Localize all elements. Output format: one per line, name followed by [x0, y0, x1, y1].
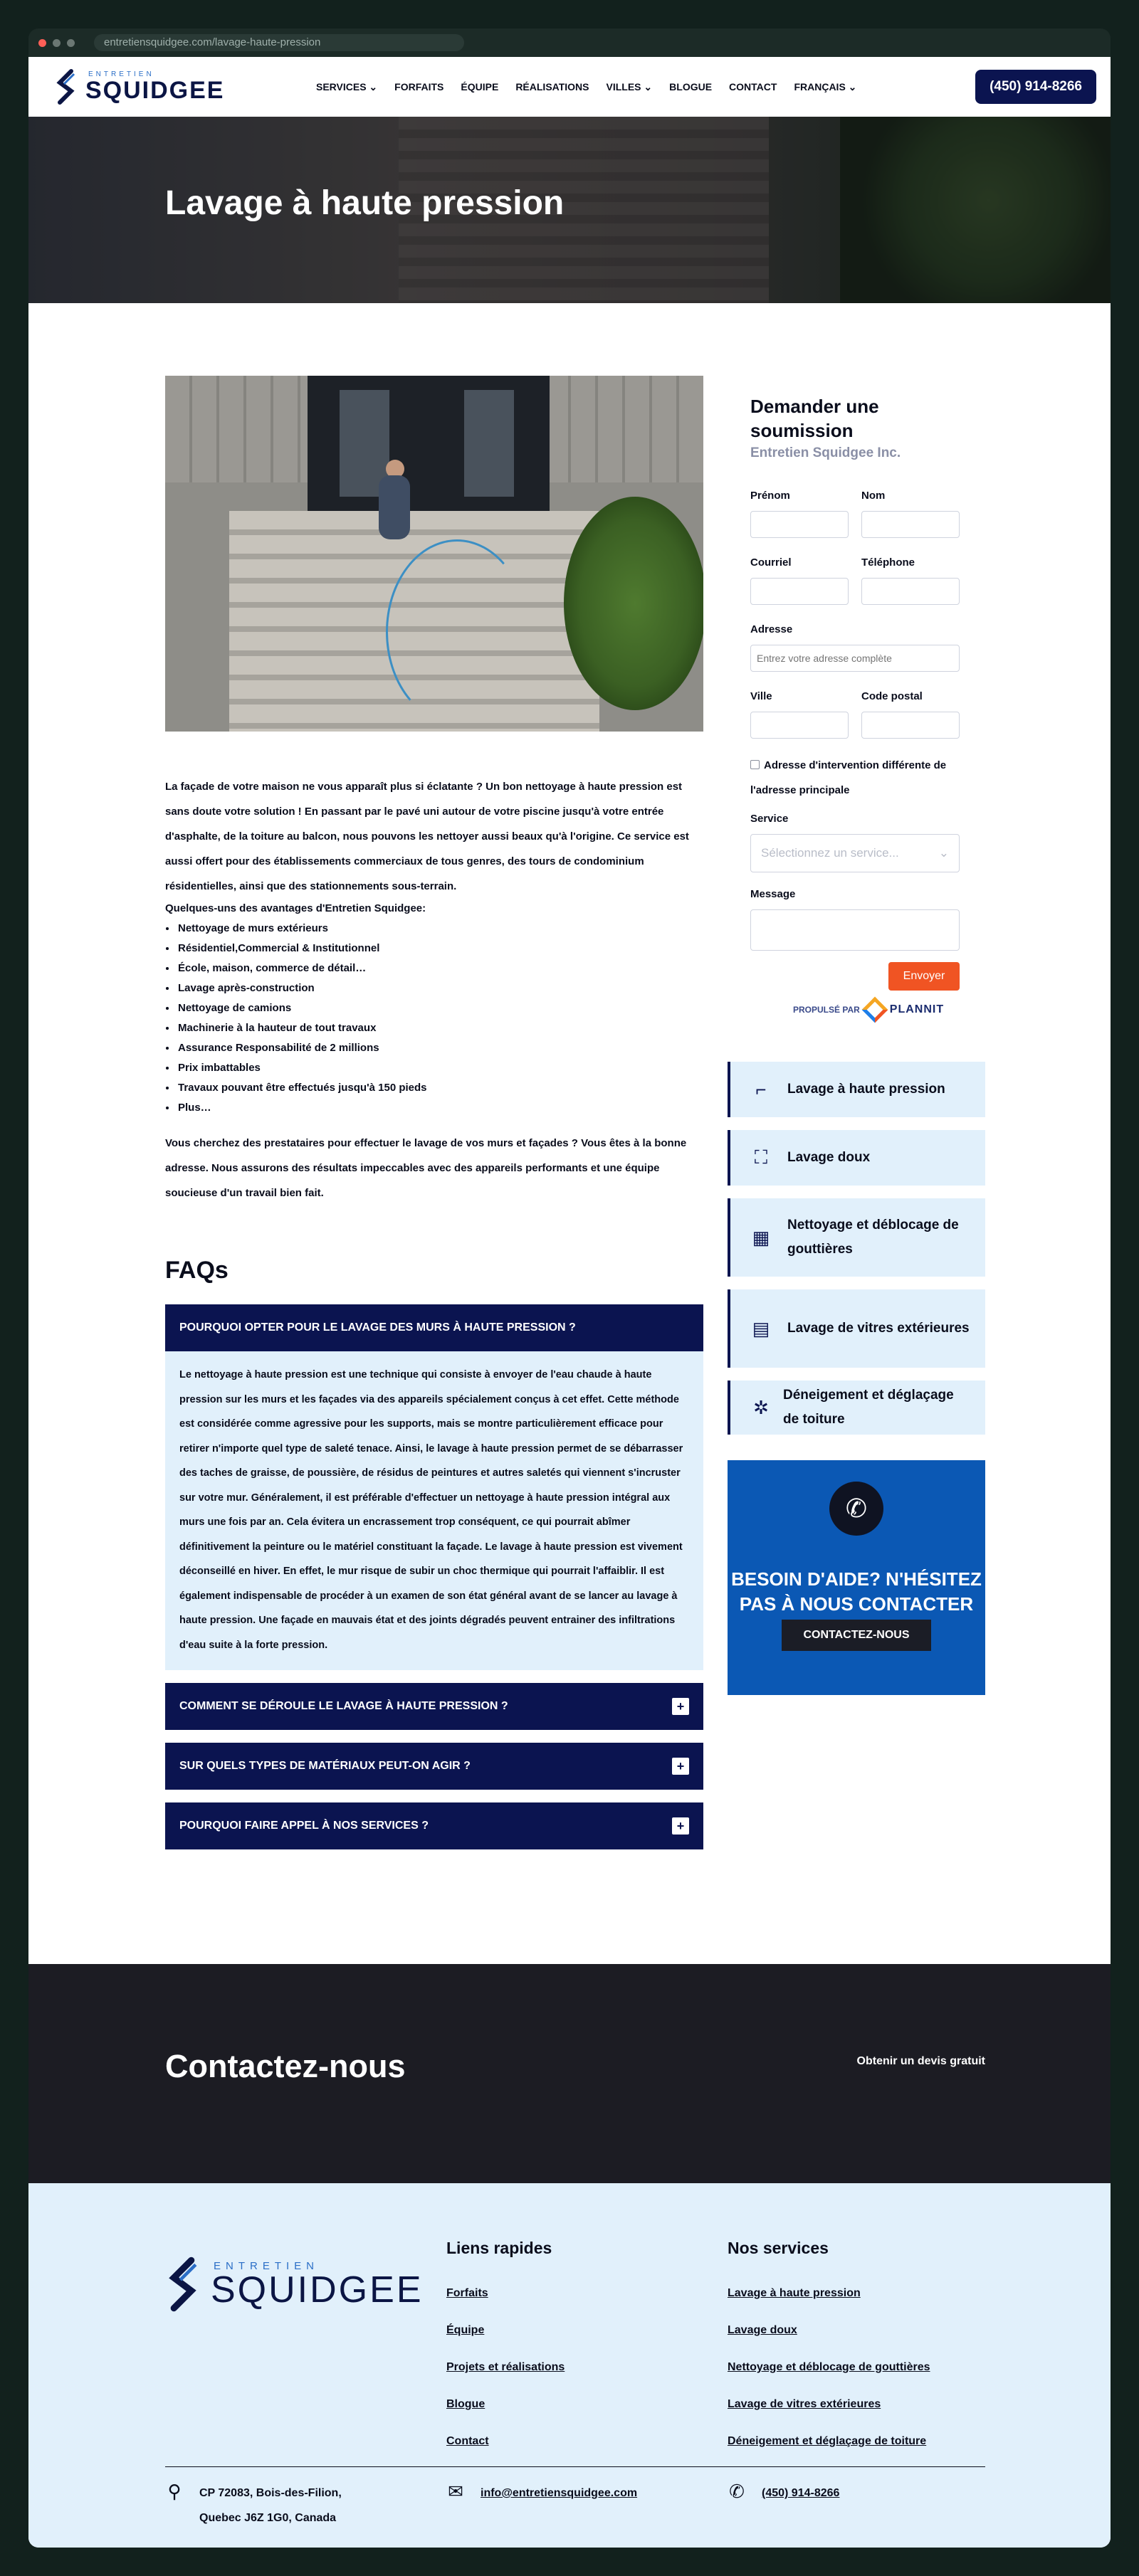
service-link-windows[interactable]: ▤ Lavage de vitres extérieures: [728, 1289, 985, 1368]
footer-service-link[interactable]: Déneigement et déglaçage de toiture: [728, 2435, 927, 2447]
footer-email: [446, 2481, 637, 2506]
address-bar[interactable]: entretiensquidgee.com/lavage-haute-pression: [94, 34, 464, 51]
nav-equipe[interactable]: ÉQUIPE: [461, 80, 499, 93]
site-header: [28, 57, 1111, 117]
article-column: [165, 376, 703, 1849]
snow-icon: ✲: [753, 1396, 769, 1418]
phone-icon: ✆: [829, 1482, 883, 1536]
logo-tagline: ENTRETIEN: [88, 70, 154, 78]
last-name-label: Nom: [861, 490, 886, 502]
plannit-logo-icon: [861, 997, 888, 1023]
service-select-placeholder: Sélectionnez un service...: [761, 846, 899, 860]
browser-window: [28, 28, 1111, 2548]
window-icon: ▤: [752, 1317, 770, 1339]
main-nav: [316, 81, 975, 93]
advantages-list: [177, 919, 703, 1118]
maximize-window-icon[interactable]: [67, 39, 75, 47]
services-links: [728, 2239, 930, 2460]
bucket-icon: ⛶: [754, 1146, 768, 1168]
help-box: [728, 1460, 985, 1695]
nav-language[interactable]: FRANÇAIS ⌄: [794, 80, 857, 93]
footer-link-forfaits[interactable]: Forfaits: [446, 2287, 488, 2299]
expand-plus-icon[interactable]: +: [672, 1817, 689, 1835]
list-item: • Assurance Responsabilité de 2 millions: [177, 1038, 703, 1058]
contact-band: [28, 1964, 1111, 2183]
submit-button[interactable]: Envoyer: [888, 962, 960, 991]
faq-question-4[interactable]: [165, 1802, 703, 1849]
free-quote-link[interactable]: Obtenir un devis gratuit: [856, 2055, 985, 2067]
first-name-field[interactable]: [750, 511, 849, 538]
address-field[interactable]: [750, 645, 960, 672]
service-link-gutters[interactable]: ▦ Nettoyage et déblocage de gouttières: [728, 1198, 985, 1277]
site-footer: [28, 2183, 1111, 2548]
message-label: Message: [750, 888, 796, 900]
expand-plus-icon[interactable]: +: [672, 1758, 689, 1775]
footer-link-contact[interactable]: Contact: [446, 2435, 489, 2447]
faq-question-2[interactable]: [165, 1683, 703, 1730]
postal-code-field[interactable]: [861, 712, 960, 739]
powered-by-label: PROPULSÉ PAR: [793, 1005, 860, 1015]
address-line-1: CP 72083, Bois-des-Filion,: [199, 2487, 342, 2499]
nav-villes[interactable]: VILLES ⌄: [606, 80, 653, 93]
faq-question-3[interactable]: [165, 1743, 703, 1790]
services-links-title: Nos services: [728, 2239, 829, 2257]
city-field[interactable]: [750, 712, 849, 739]
faq-question-text: POURQUOI FAIRE APPEL À NOS SERVICES ?: [179, 1820, 429, 1832]
service-link-soft-wash[interactable]: ⛶ Lavage doux: [728, 1130, 985, 1186]
phone-icon: ✆: [729, 2481, 745, 2502]
list-item: • Nettoyage de murs extérieurs: [177, 919, 703, 939]
address-line-2: Quebec J6Z 1G0, Canada: [199, 2512, 337, 2524]
browser-chrome: [28, 28, 1111, 57]
quick-links: [446, 2239, 565, 2460]
phone-field[interactable]: [861, 578, 960, 605]
sidebar: [728, 376, 985, 1695]
list-item: • Prix imbattables: [177, 1058, 703, 1078]
nav-contact[interactable]: CONTACT: [729, 80, 777, 93]
email-field[interactable]: [750, 578, 849, 605]
minimize-window-icon[interactable]: [53, 39, 61, 47]
nav-realisations[interactable]: RÉALISATIONS: [515, 80, 589, 93]
expand-plus-icon[interactable]: +: [672, 1698, 689, 1715]
footer-service-link[interactable]: Lavage de vitres extérieures: [728, 2398, 881, 2410]
pressure-washing-photo: [165, 376, 703, 732]
contact-title: Contactez-nous: [165, 2048, 406, 2084]
advantages-title: Quelques-uns des avantages d'Entretien Squidgee:: [165, 902, 426, 914]
site-logo[interactable]: [54, 67, 268, 107]
email-link[interactable]: info@entretiensquidgee.com: [481, 2487, 638, 2499]
footer-link-projets[interactable]: Projets et réalisations: [446, 2361, 565, 2373]
nav-forfaits[interactable]: FORFAITS: [394, 80, 444, 93]
footer-logo[interactable]: [165, 2253, 424, 2316]
faq-question-text: SUR QUELS TYPES DE MATÉRIAUX PEUT-ON AGIR ?: [179, 1760, 471, 1772]
list-item: • Résidentiel,Commercial & Institutionnel: [177, 939, 703, 959]
different-address-checkbox[interactable]: [750, 760, 760, 769]
intro-paragraph: La façade de votre maison ne vous apparaît plus si éclatante ? Un bon nettoyage à haute pression est sans doute votre solution ! En passant par le pavé uni autour de votre piscine jusqu'à votre entrée d'asphalte, de la toiture au balcon, nous pouvons les nettoyer aussi beaux qu'à l'origine. Ce service est aussi offert pour des établissements commerciaux de tous genres, des tours de condominium résidentielles, ainsi que des stationnements sous-terrain.: [165, 781, 689, 892]
message-field[interactable]: [750, 909, 960, 951]
powered-by-plannit[interactable]: [793, 1001, 985, 1019]
footer-link-equipe[interactable]: Équipe: [446, 2324, 485, 2336]
outro-paragraph: Vous cherchez des prestataires pour effectuer le lavage de vos murs et façades ? Vous êtes à la bonne adresse. Nous assurons des résultats impeccables avec des appareils performants et une équipe soucieuse d'un travail bien fait.: [165, 1137, 687, 1199]
last-name-field[interactable]: [861, 511, 960, 538]
quick-links-title: Liens rapides: [446, 2239, 552, 2257]
location-pin-icon: ⚲: [167, 2481, 182, 2502]
logo-tagline: ENTRETIEN: [214, 2259, 320, 2272]
list-item: • Plus…: [177, 1098, 703, 1118]
contact-us-button[interactable]: CONTACTEZ-NOUS: [782, 1620, 930, 1651]
footer-link-blogue[interactable]: Blogue: [446, 2398, 485, 2410]
faqs-title: FAQs: [165, 1257, 229, 1284]
page-title: Lavage à haute pression: [165, 184, 565, 222]
list-item: • Machinerie à la hauteur de tout travaux: [177, 1018, 703, 1038]
email-label: Courriel: [750, 556, 792, 569]
footer-address: [165, 2481, 342, 2530]
city-label: Ville: [750, 690, 772, 702]
chevron-down-icon: ⌄: [938, 846, 949, 860]
service-link-pressure-washing[interactable]: ⌐ Lavage à haute pression: [728, 1062, 985, 1117]
header-phone-button[interactable]: (450) 914-8266: [975, 70, 1096, 104]
envelope-icon: ✉: [448, 2481, 463, 2502]
form-title: Demander une soumission: [750, 396, 879, 441]
pressure-washer-icon: ⌐: [755, 1078, 767, 1100]
list-item: • Nettoyage de camions: [177, 998, 703, 1018]
services-menu: [728, 1062, 985, 1435]
postal-code-label: Code postal: [861, 690, 923, 702]
phone-link[interactable]: (450) 914-8266: [762, 2487, 840, 2499]
list-item: • École, maison, commerce de détail…: [177, 959, 703, 978]
form-subtitle: Entretien Squidgee Inc.: [750, 445, 901, 460]
plannit-brand: PLANNIT: [889, 1003, 945, 1015]
different-address-checkbox-row[interactable]: [750, 753, 985, 803]
web-page: [28, 57, 1111, 2548]
squidgee-logo-icon: [54, 67, 78, 107]
faq-answer-1: Le nettoyage à haute pression est une technique qui consiste à envoyer de l'eau chaude à haute pression sur les murs et les façades via des appareils spécialement conçus à cet effet. Cette méthode est considérée comme agressive pour les supports, mais se montre particulièrement efficace pour retirer n'importe quel type de saleté tenace. Ainsi, le lavage à haute pression permet de se débarrasser des taches de graisse, de poussière, de résidus de peintures et autres saletés qui viennent s'incruster sur votre mur. Généralement, il est préférable d'effectuer un nettoyage à haute pression intégral aux murs une fois par an. Cela évitera un encrassement trop conséquent, ce qui pourrait abîmer définitivement la peinture ou le matériel constituant la façade. Le lavage à haute pression est vivement déconseillé en hiver. En effet, le mur risque de subir un choc thermique qui pourrait l'affaiblir. Il est également indispensable de procéder à un examen de son état général avant de se lancer au lavage à haute pression. Une façade en mauvais état et des joints dégradés peuvent entrainer des infiltrations d'eau suite à la forte pression.: [165, 1351, 703, 1670]
list-item: • Lavage après-construction: [177, 978, 703, 998]
service-link-snow-removal[interactable]: ✲ Déneigement et déglaçage de toiture: [728, 1381, 985, 1435]
nav-services[interactable]: SERVICES ⌄: [316, 80, 378, 93]
squidgee-logo-icon: [165, 2253, 202, 2316]
quote-form: [728, 394, 985, 1019]
list-item: • Travaux pouvant être effectués jusqu'à 150 pieds: [177, 1078, 703, 1098]
footer-phone: [728, 2481, 839, 2506]
address-label: Adresse: [750, 623, 793, 635]
close-window-icon[interactable]: [38, 39, 46, 47]
service-select[interactable]: [750, 834, 960, 872]
phone-label: Téléphone: [861, 556, 915, 569]
footer-divider: [165, 2466, 985, 2467]
service-label: Service: [750, 813, 789, 825]
hero-banner: [28, 117, 1111, 303]
faq-question-text: COMMENT SE DÉROULE LE LAVAGE À HAUTE PRESSION ?: [179, 1700, 508, 1712]
footer-service-link[interactable]: Lavage à haute pression: [728, 2287, 861, 2299]
nav-blogue[interactable]: BLOGUE: [669, 80, 713, 93]
first-name-label: Prénom: [750, 490, 790, 502]
logo-wordmark: SQUIDGEE: [85, 77, 225, 104]
faq-question-text: POURQUOI OPTER POUR LE LAVAGE DES MURS À HAUTE PRESSION ?: [179, 1321, 576, 1334]
different-address-label: Adresse d'intervention différente de l'adresse principale: [750, 759, 947, 796]
logo-wordmark: SQUIDGEE: [211, 2269, 424, 2311]
gutter-icon: ▦: [752, 1226, 770, 1248]
faq-question-1[interactable]: [165, 1304, 703, 1351]
help-title: BESOIN D'AIDE? N'HÉSITEZ PAS À NOUS CONTACTER: [731, 1568, 982, 1615]
footer-service-link[interactable]: Nettoyage et déblocage de gouttières: [728, 2361, 930, 2373]
footer-service-link[interactable]: Lavage doux: [728, 2324, 797, 2336]
